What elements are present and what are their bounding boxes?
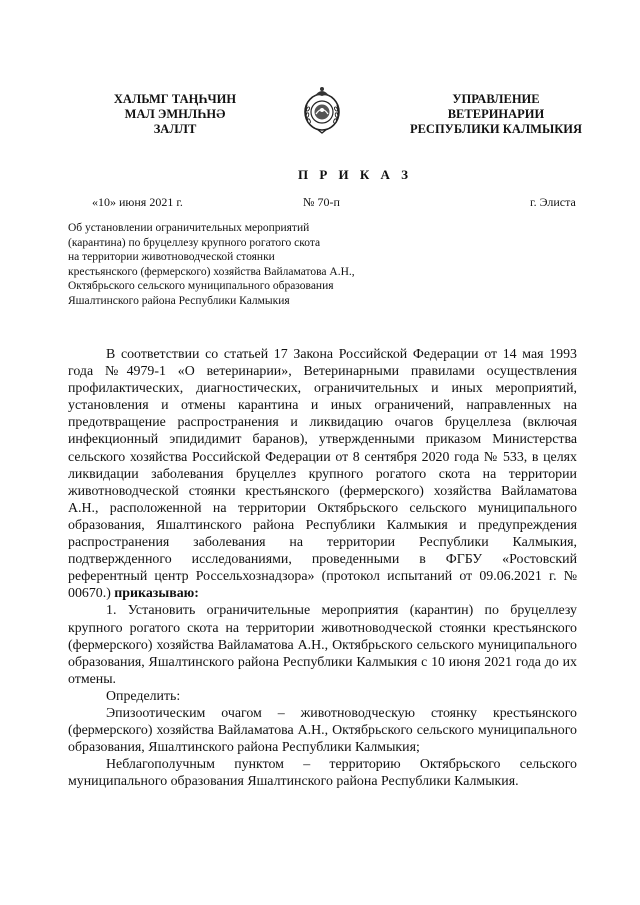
header-right-line: РЕСПУБЛИКИ КАЛМЫКИЯ [409, 122, 583, 136]
header-left-line: МАЛ ЭМНЛҺНӘ [124, 107, 226, 121]
header-left-line: ЗАЛЛТ [153, 122, 197, 136]
order-subject [68, 221, 418, 309]
define-paragraph: Определить: [106, 688, 181, 704]
subject-line: (карантина) по бруцеллезу крупного рогатого скота [68, 236, 321, 249]
subject-line: Об установлении ограничительных мероприятий [68, 222, 310, 234]
header-right-title [398, 92, 594, 137]
subject-line: крестьянского (фермерского) хозяйства Вайламатова А.Н., [68, 265, 355, 278]
subject-line: Октябрьского сельского муниципального образования [68, 280, 334, 293]
kalmykia-coat-of-arms-icon [300, 83, 344, 135]
header-right-line: ВЕТЕРИНАРИИ [447, 107, 545, 121]
epizootic-focus-paragraph: Эпизоотическим очагом – животноводческую стоянку крестьянского (фермерского) хозяйства Вайламатова А.Н., Октябрьского сельского муниципального образования, Яшалтинского района Республики Калмыкия; [68, 705, 577, 756]
unfavorable-point-paragraph: Неблагополучным пунктом – территорию Октябрьского сельского муниципального образования Яшалтинского района Республики Калмыкия. [68, 757, 577, 790]
header-left-line: ХАЛЬМГ ТАҢҺЧИН [113, 92, 237, 106]
clause-1-paragraph: 1. Установить ограничительные мероприятия (карантин) по бруцеллезу крупного рогатого скота на территории животноводческой стоянки крестьянского (фермерского) хозяйства Вайламатова А.Н., Октябрьского сельского муниципального образования, Яшалтинского района Республики Калмыкия с 10 июня 2021 года до их отмены. [68, 603, 577, 687]
order-number: № 70-п [303, 195, 340, 209]
subject-line: на территории животноводческой стоянки [68, 251, 275, 264]
preamble-paragraph [68, 346, 577, 602]
order-body [68, 346, 577, 790]
header-left-title [95, 92, 255, 137]
header-right-line: УПРАВЛЕНИЕ [452, 92, 540, 106]
order-date: «10» июня 2021 г. [92, 195, 183, 209]
preamble-text: В соответствии со статьей 17 Закона Российской Федерации от 14 мая 1993 года №4979-1 «О ветеринарии», Ветеринарными правилами осуществления профилактических, диагностических, ограничительных и иных мероприятий, установления и отмены карантина и иных ограничений, направленных на предотвращение распространения и ликвидацию очагов бруцеллеза (включая инфекционный эпидидимит баранов), утвержденными приказом Министерства сельского хозяйства Российской Федерации от 8 сентября 2020 года № 533, в целях ликвидации заболевания бруцеллез крупного рогатого скота на территории животноводческой стоянки крестьянского (фермерского) хозяйства Вайламатова А.Н., расположенной на территории Октябрьского сельского муниципального образования, Яшалтинского района Республики Калмыкия и предупреждения распространения заболевания на территории Республики Калмыкия, подтвержденного исследованиями, проведенными в ФГБУ «Ростовский референтный центр Россельхознадзора» (протокол испытаний от 09.06.2021 г. № 00670.) [68, 347, 577, 602]
order-directive: приказываю: [110, 586, 199, 602]
order-city: г. Элиста [530, 195, 576, 209]
subject-line: Яшалтинского района Республики Калмыкия [68, 294, 290, 307]
document-type-title: П Р И К А З [297, 167, 413, 182]
